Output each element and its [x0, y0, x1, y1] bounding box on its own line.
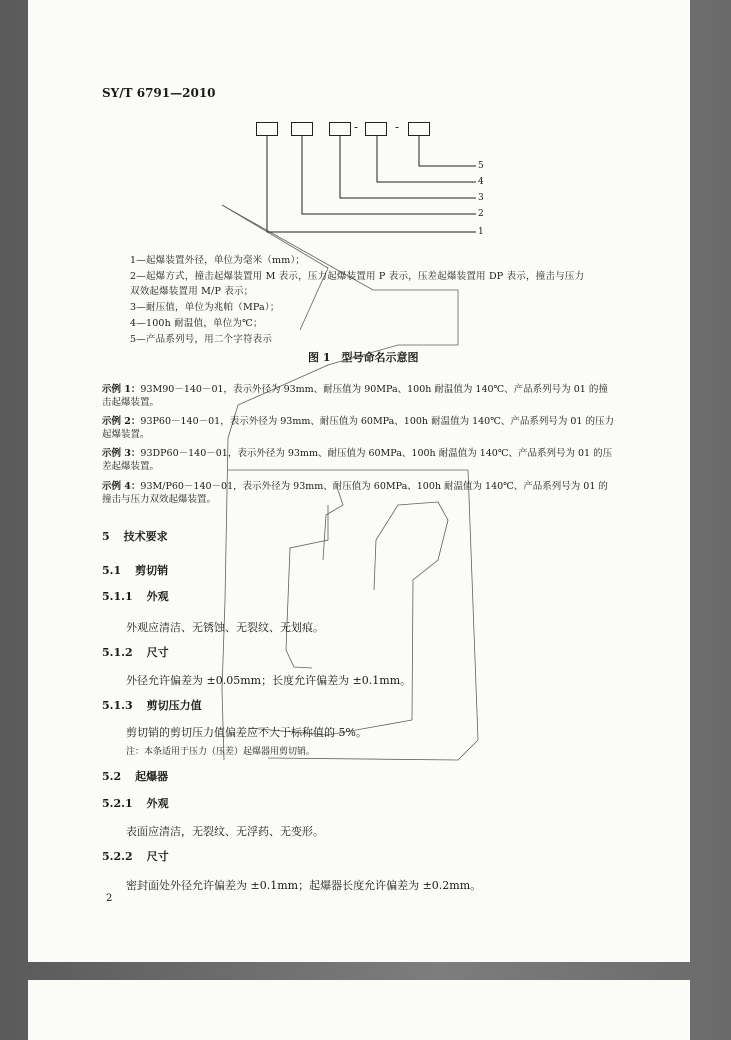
- standard-number: SY/T 6791—2010: [102, 86, 216, 100]
- section-5-number: 5: [102, 530, 110, 543]
- example-1-text: 93M90－140－01，表示外径为 93mm、耐压值为 90MPa、100h 耐温值为 140℃、产品系列号为 01 的撞: [140, 384, 608, 395]
- section-5-1-3-number: 5.1.3: [102, 699, 133, 712]
- section-5-2-title: 起爆器: [135, 770, 169, 783]
- legend-line-6: 5—产品系列号，用二个字符表示: [130, 334, 273, 345]
- section-5-1-1-text: 外观应清洁、无锈蚀、无裂纹、无划痕。: [126, 621, 324, 634]
- next-page-edge: [28, 980, 690, 1040]
- section-5-2-1-number: 5.2.1: [102, 797, 133, 810]
- section-5-1-heading: [102, 562, 168, 578]
- example-2-text-cont: 起爆装置。: [102, 429, 150, 440]
- callout-4: 4: [478, 177, 484, 187]
- separator-1: -: [354, 120, 359, 134]
- section-5-1-number: 5.1: [102, 564, 122, 577]
- section-5-1-2-title: 尺寸: [146, 646, 169, 659]
- example-2: [102, 415, 614, 441]
- section-5-1-title: 剪切销: [135, 564, 169, 577]
- legend-line-1: 1—起爆装置外径，单位为毫米（mm）；: [130, 255, 306, 266]
- callout-1: 1: [478, 227, 484, 237]
- separator-2: -: [395, 120, 400, 134]
- section-5-1-1-title: 外观: [146, 590, 169, 603]
- legend-line-5: 4—100h 耐温值，单位为℃；: [130, 318, 263, 329]
- legend-line-4: 3—耐压值，单位为兆帕（MPa）；: [130, 302, 280, 313]
- section-5-1-2-number: 5.1.2: [102, 646, 133, 659]
- example-2-label: 示例 2：: [102, 416, 141, 427]
- example-1: [102, 383, 608, 409]
- example-1-label: 示例 1：: [102, 384, 141, 395]
- section-5-heading: [102, 528, 168, 544]
- section-5-title: 技术要求: [123, 530, 168, 543]
- example-3-text-cont: 差起爆装置。: [102, 461, 160, 472]
- section-5-1-2-heading: [102, 644, 169, 660]
- example-4: [102, 480, 608, 506]
- section-5-1-1-heading: [102, 588, 169, 604]
- example-1-text-cont: 击起爆装置。: [102, 397, 160, 408]
- callout-3: 3: [478, 193, 484, 203]
- callout-5: 5: [478, 161, 484, 171]
- section-5-1-3-heading: [102, 697, 202, 713]
- example-4-text: 93M/P60－140－01，表示外径为 93mm、耐压值为 60MPa、100h 耐温值为 140℃、产品系列号为 01 的: [140, 481, 608, 492]
- section-5-2-1-heading: [102, 795, 169, 811]
- document-page: [28, 0, 690, 962]
- callout-2: 2: [478, 209, 484, 219]
- section-5-2-2-title: 尺寸: [146, 850, 169, 863]
- figure-caption: 图 1 型号命名示意图: [308, 351, 419, 364]
- section-5-2-number: 5.2: [102, 770, 122, 783]
- page-number: 2: [106, 893, 113, 904]
- section-5-1-1-number: 5.1.1: [102, 590, 133, 603]
- legend-line-3: 双效起爆装置用 M/P 表示；: [130, 286, 254, 297]
- example-3: [102, 447, 612, 473]
- example-3-label: 示例 3：: [102, 448, 141, 459]
- legend-line-2: 2—起爆方式，撞击起爆装置用 M 表示，压力起爆装置用 P 表示，压差起爆装置用 DP 表示，撞击与压力: [130, 271, 585, 282]
- example-2-text: 93P60－140－01，表示外径为 93mm、耐压值为 60MPa、100h 耐温值为 140℃、产品系列号为 01 的压力: [140, 416, 614, 427]
- example-3-text: 93DP60－140－01，表示外径为 93mm、耐压值为 60MPa、100h 耐温值为 140℃、产品系列号为 01 的压: [140, 448, 613, 459]
- example-4-text-cont: 撞击与压力双效起爆装置。: [102, 494, 217, 505]
- section-5-2-1-text: 表面应清洁，无裂纹、无浮药、无变形。: [126, 825, 324, 838]
- section-5-1-3-title: 剪切压力值: [146, 699, 202, 712]
- section-5-2-2-heading: [102, 848, 169, 864]
- section-5-2-heading: [102, 768, 168, 784]
- section-5-1-2-text: 外径允许偏差为 ±0.05mm；长度允许偏差为 ±0.1mm。: [126, 674, 412, 687]
- section-5-1-3-note: 注：本条适用于压力（压差）起爆器用剪切销。: [126, 747, 316, 757]
- section-5-2-1-title: 外观: [146, 797, 169, 810]
- section-5-2-2-text: 密封面处外径允许偏差为 ±0.1mm；起爆器长度允许偏差为 ±0.2mm。: [126, 879, 482, 892]
- section-5-1-3-text: 剪切销的剪切压力值偏差应不大于标称值的 5%。: [126, 726, 367, 739]
- section-5-2-2-number: 5.2.2: [102, 850, 133, 863]
- example-4-label: 示例 4：: [102, 481, 141, 492]
